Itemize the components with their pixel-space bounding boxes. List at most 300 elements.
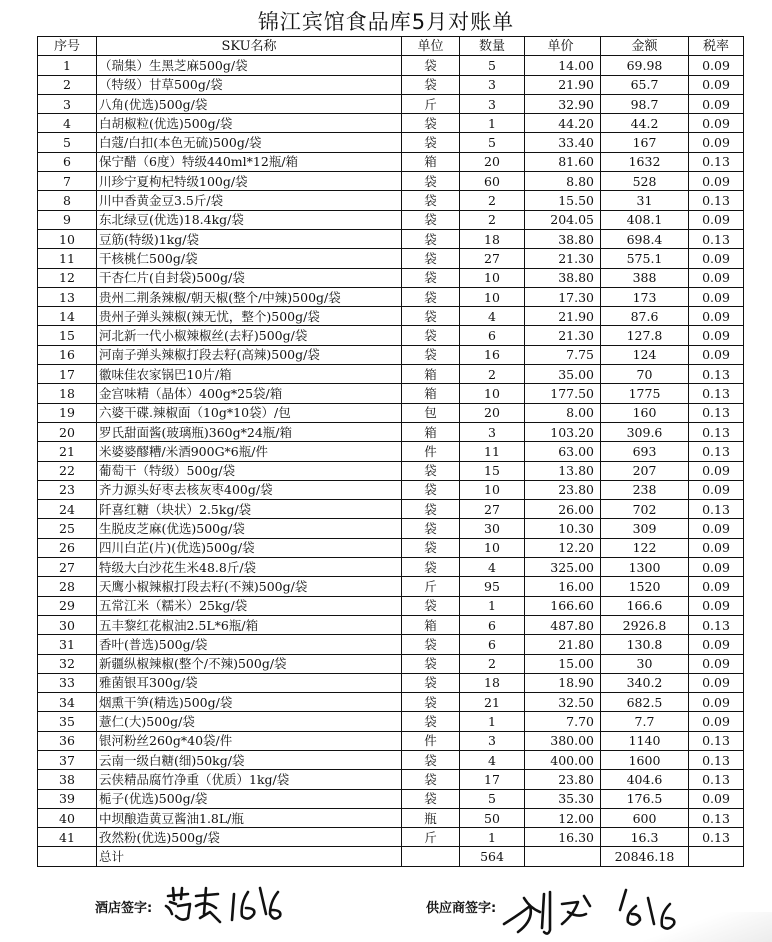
row-index: 41	[38, 828, 97, 847]
amount: 176.5	[601, 789, 689, 808]
sku-name: 贵州子弹头辣椒(辣无忧，整个)500g/袋	[97, 307, 402, 326]
quantity: 16	[460, 345, 525, 364]
sku-name: 五丰黎红花椒油2.5L*6瓶/箱	[97, 615, 402, 634]
unit: 袋	[402, 789, 460, 808]
row-index: 7	[38, 172, 97, 191]
sku-name: 齐力源头好枣去核灰枣400g/袋	[97, 480, 402, 499]
totals-price-blank	[525, 847, 601, 866]
sku-name: 八角(优选)500g/袋	[97, 94, 402, 113]
quantity: 5	[460, 789, 525, 808]
amount: 7.7	[601, 712, 689, 731]
row-index: 19	[38, 403, 97, 422]
row-index: 1	[38, 56, 97, 75]
unit-price: 26.00	[525, 500, 601, 519]
quantity: 20	[460, 152, 525, 171]
totals-label: 总计	[97, 847, 402, 866]
unit: 袋	[402, 75, 460, 94]
table-row	[38, 114, 744, 133]
sku-name: 四川白芷(片)(优选)500g/袋	[97, 538, 402, 557]
table-row	[38, 480, 744, 499]
unit-price: 12.00	[525, 808, 601, 827]
row-index: 8	[38, 191, 97, 210]
table-row	[38, 384, 744, 403]
tax-rate: 0.13	[689, 191, 744, 210]
tax-rate: 0.09	[689, 114, 744, 133]
amount: 160	[601, 403, 689, 422]
amount: 98.7	[601, 94, 689, 113]
sku-name: 贵州二荆条辣椒/朝天椒(整个/中辣)500g/袋	[97, 287, 402, 306]
sku-name: 阡喜红糖（块状）2.5kg/袋	[97, 500, 402, 519]
amount: 340.2	[601, 673, 689, 692]
amount: 2926.8	[601, 615, 689, 634]
row-index: 5	[38, 133, 97, 152]
quantity: 4	[460, 558, 525, 577]
unit: 袋	[402, 114, 460, 133]
unit-price: 487.80	[525, 615, 601, 634]
header-qty: 数量	[460, 37, 525, 56]
table-row	[38, 770, 744, 789]
unit-price: 14.00	[525, 56, 601, 75]
amount: 69.98	[601, 56, 689, 75]
sku-name: 白胡椒粒(优选)500g/袋	[97, 114, 402, 133]
tax-rate: 0.13	[689, 365, 744, 384]
unit: 斤	[402, 577, 460, 596]
quantity: 4	[460, 307, 525, 326]
totals-unit-blank	[402, 847, 460, 866]
row-index: 28	[38, 577, 97, 596]
sku-name: 云南一级白糖(细)50kg/袋	[97, 750, 402, 769]
table-row	[38, 519, 744, 538]
sku-name: 米婆婆醪糟/米酒900G*6瓶/件	[97, 442, 402, 461]
tax-rate: 0.13	[689, 442, 744, 461]
hotel-signature-label: 酒店签字:	[95, 901, 153, 916]
row-index: 17	[38, 365, 97, 384]
sku-name: 白蔻/白扣(本色无硫)500g/袋	[97, 133, 402, 152]
unit-price: 33.40	[525, 133, 601, 152]
amount: 124	[601, 345, 689, 364]
row-index: 16	[38, 345, 97, 364]
row-index: 25	[38, 519, 97, 538]
quantity: 5	[460, 56, 525, 75]
amount: 698.4	[601, 229, 689, 248]
quantity: 3	[460, 422, 525, 441]
unit-price: 166.60	[525, 596, 601, 615]
table-row	[38, 172, 744, 191]
table-row	[38, 422, 744, 441]
row-index: 6	[38, 152, 97, 171]
unit: 袋	[402, 596, 460, 615]
unit-price: 32.50	[525, 693, 601, 712]
unit: 箱	[402, 152, 460, 171]
tax-rate: 0.09	[689, 172, 744, 191]
table-row	[38, 191, 744, 210]
row-index: 20	[38, 422, 97, 441]
table-row	[38, 56, 744, 75]
amount: 167	[601, 133, 689, 152]
tax-rate: 0.09	[689, 519, 744, 538]
quantity: 6	[460, 326, 525, 345]
table-row	[38, 461, 744, 480]
table-body	[38, 56, 744, 847]
table-row	[38, 673, 744, 692]
row-index: 27	[38, 558, 97, 577]
quantity: 2	[460, 210, 525, 229]
tax-rate: 0.09	[689, 268, 744, 287]
row-index: 32	[38, 654, 97, 673]
unit: 袋	[402, 480, 460, 499]
unit: 袋	[402, 268, 460, 287]
quantity: 6	[460, 615, 525, 634]
table-row	[38, 654, 744, 673]
sku-name: 孜然粉(优选)500g/袋	[97, 828, 402, 847]
table-row	[38, 442, 744, 461]
hotel-signature-drawing	[162, 884, 282, 928]
table-row	[38, 345, 744, 364]
header-tax: 税率	[689, 37, 744, 56]
unit-price: 400.00	[525, 750, 601, 769]
table-row	[38, 249, 744, 268]
amount: 1520	[601, 577, 689, 596]
sku-name: 葡萄干（特级）500g/袋	[97, 461, 402, 480]
sku-name: 特级大白沙花生米48.8斤/袋	[97, 558, 402, 577]
table-row	[38, 268, 744, 287]
tax-rate: 0.09	[689, 538, 744, 557]
sku-name: 东北绿豆(优选)18.4kg/袋	[97, 210, 402, 229]
quantity: 27	[460, 249, 525, 268]
tax-rate: 0.09	[689, 654, 744, 673]
unit-price: 38.80	[525, 268, 601, 287]
sku-name: 云侠精品腐竹净重（优质）1kg/袋	[97, 770, 402, 789]
unit: 箱	[402, 384, 460, 403]
header-index: 序号	[38, 37, 97, 56]
unit-price: 44.20	[525, 114, 601, 133]
tax-rate: 0.09	[689, 56, 744, 75]
tax-rate: 0.13	[689, 384, 744, 403]
unit-price: 21.30	[525, 249, 601, 268]
amount: 16.3	[601, 828, 689, 847]
unit-price: 380.00	[525, 731, 601, 750]
quantity: 20	[460, 403, 525, 422]
unit: 箱	[402, 422, 460, 441]
unit: 斤	[402, 94, 460, 113]
unit: 袋	[402, 172, 460, 191]
sku-name: 新疆纵椒辣椒(整个/不辣)500g/袋	[97, 654, 402, 673]
amount: 1775	[601, 384, 689, 403]
quantity: 15	[460, 461, 525, 480]
quantity: 10	[460, 538, 525, 557]
unit: 件	[402, 442, 460, 461]
sku-name: 干核桃仁500g/袋	[97, 249, 402, 268]
amount: 30	[601, 654, 689, 673]
sku-name: 烟熏干笋(精选)500g/袋	[97, 693, 402, 712]
totals-qty: 564	[460, 847, 525, 866]
unit-price: 21.90	[525, 307, 601, 326]
unit-price: 35.30	[525, 789, 601, 808]
table-row	[38, 635, 744, 654]
tax-rate: 0.09	[689, 307, 744, 326]
table-row	[38, 789, 744, 808]
row-index: 4	[38, 114, 97, 133]
quantity: 6	[460, 635, 525, 654]
unit-price: 325.00	[525, 558, 601, 577]
quantity: 50	[460, 808, 525, 827]
unit-price: 23.80	[525, 770, 601, 789]
quantity: 10	[460, 268, 525, 287]
quantity: 10	[460, 384, 525, 403]
table-row	[38, 731, 744, 750]
row-index: 33	[38, 673, 97, 692]
sku-name: 豆筋(特级)1kg/袋	[97, 229, 402, 248]
table-row	[38, 94, 744, 113]
sku-name: （瑞集）生黑芝麻500g/袋	[97, 56, 402, 75]
table-row	[38, 808, 744, 827]
quantity: 1	[460, 828, 525, 847]
table-row	[38, 828, 744, 847]
quantity: 30	[460, 519, 525, 538]
unit: 袋	[402, 654, 460, 673]
row-index: 24	[38, 500, 97, 519]
sku-name: 罗氏甜面酱(玻璃瓶)360g*24瓶/箱	[97, 422, 402, 441]
quantity: 5	[460, 133, 525, 152]
unit: 袋	[402, 635, 460, 654]
sku-name: 栀子(优选)500g/袋	[97, 789, 402, 808]
quantity: 18	[460, 673, 525, 692]
tax-rate: 0.09	[689, 133, 744, 152]
table-row	[38, 577, 744, 596]
quantity: 27	[460, 500, 525, 519]
table-row	[38, 538, 744, 557]
unit: 袋	[402, 750, 460, 769]
unit-price: 16.30	[525, 828, 601, 847]
quantity: 4	[460, 750, 525, 769]
amount: 528	[601, 172, 689, 191]
quantity: 3	[460, 94, 525, 113]
unit: 袋	[402, 191, 460, 210]
sku-name: 保宁醋（6度）特级440ml*12瓶/箱	[97, 152, 402, 171]
amount: 693	[601, 442, 689, 461]
row-index: 12	[38, 268, 97, 287]
sku-name: 生脱皮芝麻(优选)500g/袋	[97, 519, 402, 538]
sku-name: 五常江米（糯米）25kg/袋	[97, 596, 402, 615]
row-index: 36	[38, 731, 97, 750]
tax-rate: 0.13	[689, 615, 744, 634]
unit-price: 8.00	[525, 403, 601, 422]
tax-rate: 0.09	[689, 249, 744, 268]
sku-name: 六婆干碟.辣椒面（10g*10袋）/包	[97, 403, 402, 422]
unit: 袋	[402, 673, 460, 692]
table-row	[38, 210, 744, 229]
totals-row	[38, 847, 744, 866]
table-row	[38, 500, 744, 519]
row-index: 15	[38, 326, 97, 345]
quantity: 2	[460, 191, 525, 210]
unit-price: 63.00	[525, 442, 601, 461]
row-index: 14	[38, 307, 97, 326]
amount: 173	[601, 287, 689, 306]
unit: 袋	[402, 693, 460, 712]
unit-price: 21.30	[525, 326, 601, 345]
sku-name: （特级）甘草500g/袋	[97, 75, 402, 94]
row-index: 26	[38, 538, 97, 557]
amount: 309	[601, 519, 689, 538]
tax-rate: 0.09	[689, 558, 744, 577]
unit: 袋	[402, 519, 460, 538]
sku-name: 川珍宁夏枸杞特级100g/袋	[97, 172, 402, 191]
unit: 袋	[402, 210, 460, 229]
amount: 31	[601, 191, 689, 210]
amount: 44.2	[601, 114, 689, 133]
statement-title: 锦江宾馆食品库5月对账单	[257, 10, 515, 34]
row-index: 37	[38, 750, 97, 769]
unit-price: 7.70	[525, 712, 601, 731]
table-row	[38, 615, 744, 634]
supplier-signature-label: 供应商签字:	[426, 901, 497, 916]
table-row	[38, 229, 744, 248]
unit: 箱	[402, 615, 460, 634]
amount: 404.6	[601, 770, 689, 789]
unit: 袋	[402, 538, 460, 557]
quantity: 1	[460, 114, 525, 133]
row-index: 35	[38, 712, 97, 731]
tax-rate: 0.13	[689, 422, 744, 441]
tax-rate: 0.13	[689, 808, 744, 827]
totals-label-spacer	[38, 847, 97, 866]
sku-name: 金宫味精（晶体）400g*25袋/箱	[97, 384, 402, 403]
amount: 122	[601, 538, 689, 557]
sku-name: 河南子弹头辣椒打段去籽(高辣)500g/袋	[97, 345, 402, 364]
unit: 瓶	[402, 808, 460, 827]
unit-price: 35.00	[525, 365, 601, 384]
unit-price: 16.00	[525, 577, 601, 596]
table-row	[38, 693, 744, 712]
row-index: 30	[38, 615, 97, 634]
amount: 65.7	[601, 75, 689, 94]
unit-price: 38.80	[525, 229, 601, 248]
row-index: 34	[38, 693, 97, 712]
tax-rate: 0.13	[689, 152, 744, 171]
amount: 309.6	[601, 422, 689, 441]
sku-name: 川中香黄金豆3.5斤/袋	[97, 191, 402, 210]
row-index: 10	[38, 229, 97, 248]
unit-price: 21.90	[525, 75, 601, 94]
amount: 127.8	[601, 326, 689, 345]
statement-table	[37, 36, 744, 867]
quantity: 21	[460, 693, 525, 712]
tax-rate: 0.09	[689, 210, 744, 229]
quantity: 2	[460, 365, 525, 384]
tax-rate: 0.09	[689, 75, 744, 94]
amount: 130.8	[601, 635, 689, 654]
sku-name: 干杏仁片(自封袋)500g/袋	[97, 268, 402, 287]
unit: 件	[402, 731, 460, 750]
amount: 1300	[601, 558, 689, 577]
amount: 70	[601, 365, 689, 384]
unit-price: 177.50	[525, 384, 601, 403]
unit: 袋	[402, 326, 460, 345]
amount: 682.5	[601, 693, 689, 712]
table-row	[38, 403, 744, 422]
unit: 袋	[402, 770, 460, 789]
unit-price: 10.30	[525, 519, 601, 538]
unit: 袋	[402, 500, 460, 519]
sku-name: 徽味佳农家锅巴10片/箱	[97, 365, 402, 384]
unit: 袋	[402, 345, 460, 364]
row-index: 21	[38, 442, 97, 461]
table-row	[38, 75, 744, 94]
unit-price: 32.90	[525, 94, 601, 113]
tax-rate: 0.09	[689, 461, 744, 480]
unit: 袋	[402, 56, 460, 75]
unit: 箱	[402, 365, 460, 384]
quantity: 2	[460, 654, 525, 673]
amount: 388	[601, 268, 689, 287]
tax-rate: 0.09	[689, 577, 744, 596]
row-index: 2	[38, 75, 97, 94]
quantity: 10	[460, 287, 525, 306]
amount: 87.6	[601, 307, 689, 326]
unit: 袋	[402, 712, 460, 731]
unit-price: 15.50	[525, 191, 601, 210]
tax-rate: 0.09	[689, 693, 744, 712]
sku-name: 雅菌银耳300g/袋	[97, 673, 402, 692]
sku-name: 香叶(普选)500g/袋	[97, 635, 402, 654]
table-row	[38, 287, 744, 306]
tax-rate: 0.13	[689, 731, 744, 750]
table-row	[38, 558, 744, 577]
quantity: 3	[460, 731, 525, 750]
unit-price: 81.60	[525, 152, 601, 171]
unit-price: 13.80	[525, 461, 601, 480]
unit-price: 23.80	[525, 480, 601, 499]
quantity: 17	[460, 770, 525, 789]
totals-tax-blank	[689, 847, 744, 866]
amount: 600	[601, 808, 689, 827]
unit-price: 8.80	[525, 172, 601, 191]
amount: 166.6	[601, 596, 689, 615]
unit: 袋	[402, 558, 460, 577]
paper-shadow	[632, 912, 772, 942]
amount: 207	[601, 461, 689, 480]
amount: 1140	[601, 731, 689, 750]
tax-rate: 0.09	[689, 326, 744, 345]
row-index: 39	[38, 789, 97, 808]
quantity: 3	[460, 75, 525, 94]
unit: 包	[402, 403, 460, 422]
unit-price: 12.20	[525, 538, 601, 557]
sku-name: 河北新一代小椒辣椒丝(去籽)500g/袋	[97, 326, 402, 345]
unit-price: 18.90	[525, 673, 601, 692]
table-row	[38, 326, 744, 345]
table-row	[38, 365, 744, 384]
tax-rate: 0.09	[689, 345, 744, 364]
table-row	[38, 307, 744, 326]
tax-rate: 0.13	[689, 770, 744, 789]
table-row	[38, 133, 744, 152]
table-row	[38, 712, 744, 731]
unit: 袋	[402, 307, 460, 326]
row-index: 11	[38, 249, 97, 268]
row-index: 22	[38, 461, 97, 480]
tax-rate: 0.09	[689, 712, 744, 731]
tax-rate: 0.09	[689, 635, 744, 654]
unit: 袋	[402, 461, 460, 480]
row-index: 29	[38, 596, 97, 615]
header-amount: 金额	[601, 37, 689, 56]
quantity: 11	[460, 442, 525, 461]
row-index: 3	[38, 94, 97, 113]
header-price: 单价	[525, 37, 601, 56]
tax-rate: 0.13	[689, 500, 744, 519]
